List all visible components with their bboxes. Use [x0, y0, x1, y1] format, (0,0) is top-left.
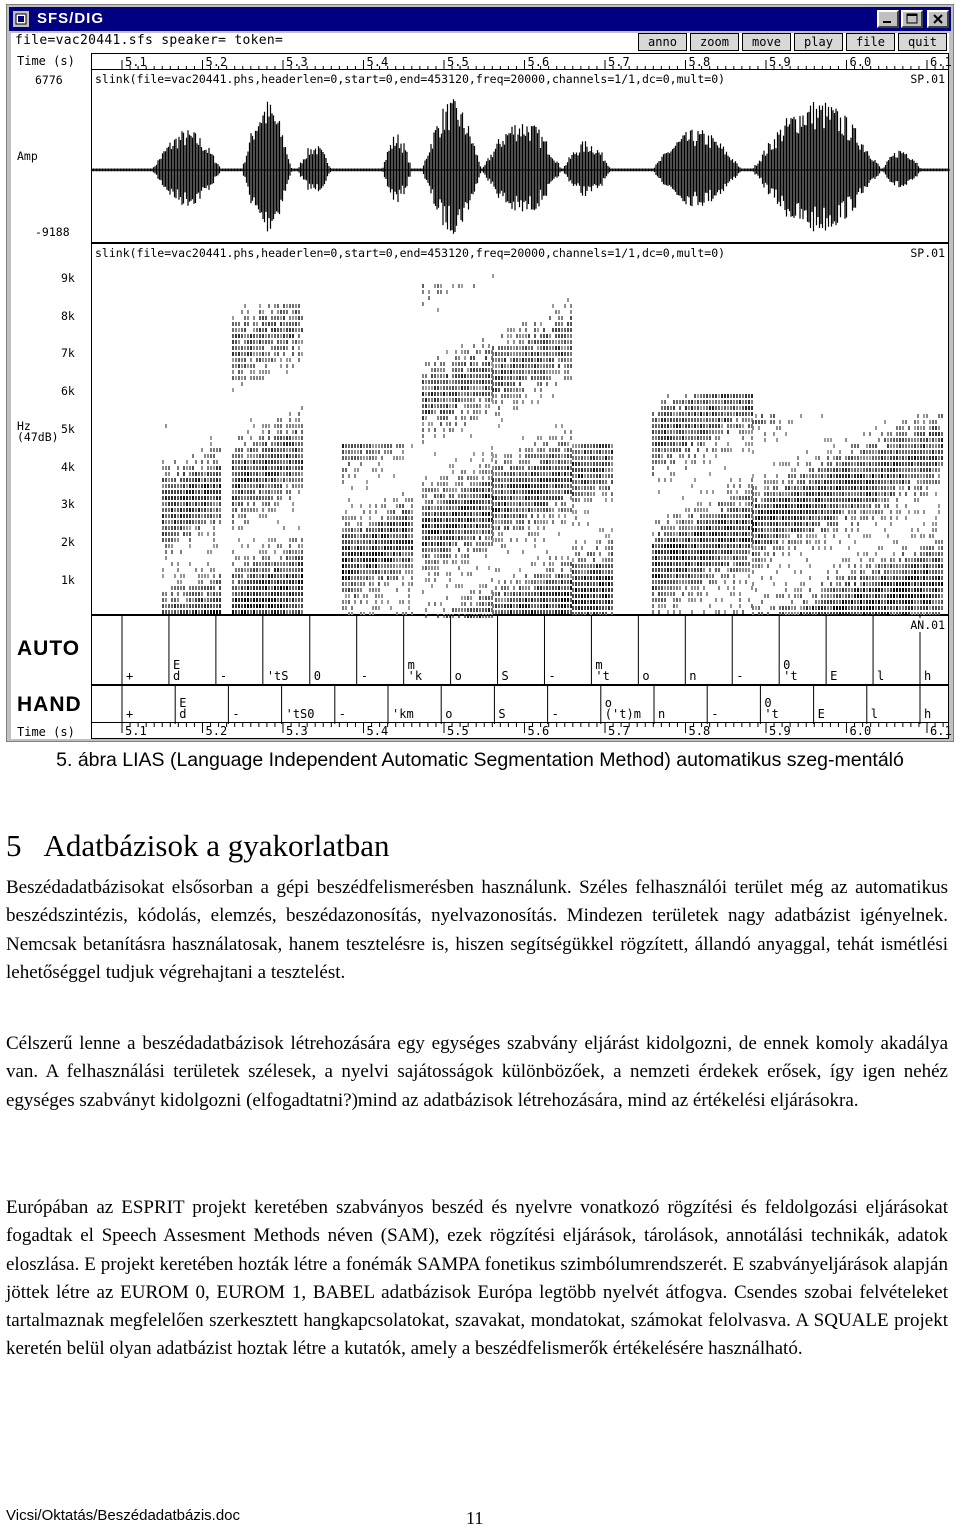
waveform-axis-label: Amp [17, 149, 38, 163]
segment-label: - [552, 707, 559, 721]
frequency-tick-label: 6k [61, 384, 75, 398]
waveform-tag: SP.01 [910, 72, 945, 86]
window-title: SFS/DIG [37, 10, 104, 27]
segment-label: + [126, 707, 133, 721]
segment-label: 0 [314, 669, 321, 683]
segment-label: n [658, 707, 665, 721]
segment-label: - [736, 669, 743, 683]
segment-label: n [689, 669, 696, 683]
time-tick-label: 6.0 [850, 55, 872, 69]
segment-label: m [595, 658, 602, 672]
menu-anno[interactable]: anno [638, 33, 687, 51]
app-icon [13, 11, 29, 27]
segment-label: d [179, 707, 186, 721]
segment-label: o [455, 669, 462, 683]
close-button[interactable] [927, 10, 949, 28]
frequency-tick-label: 7k [61, 346, 75, 360]
segment-label: 'km [392, 707, 414, 721]
segment-label: E [173, 658, 180, 672]
time-tick-label: 5.4 [367, 724, 389, 738]
figure-caption: 5. ábra LIAS (Language Independent Automatic Segmentation Method) automatikus szeg-mentáló [20, 745, 940, 775]
maximize-button[interactable] [901, 10, 923, 28]
time-tick-label: 5.3 [286, 724, 308, 738]
time-tick-label: 5.2 [206, 724, 228, 738]
frequency-tick-label: 9k [61, 271, 75, 285]
segment-label: - [711, 707, 718, 721]
section-number: 5 [6, 828, 22, 863]
time-axis-top [91, 53, 949, 69]
sfs-client-area [11, 33, 949, 739]
page-number: 11 [466, 1508, 483, 1529]
sfs-menu [638, 33, 947, 51]
menu-zoom[interactable]: zoom [690, 33, 739, 51]
time-axis-bottom [91, 723, 949, 739]
time-axis-label-bottom: Time (s) [17, 725, 75, 739]
auto-label: AUTO [17, 637, 80, 661]
segment-label: o [445, 707, 452, 721]
segment-label: o [642, 669, 649, 683]
segment-label: - [220, 669, 227, 683]
file-info: file=vac20441.sfs speaker= token= [15, 33, 283, 48]
segment-label: l [871, 707, 878, 721]
time-tick-label: 5.5 [447, 55, 469, 69]
segment-label: o [605, 696, 612, 710]
paragraph-2: Célszerű lenne a beszédadatbázisok létrehozására egy egységes szabvány eljárást kidolgozni, de ennek komoly akadálya van. A felhasználási területek szélesek, a nyelvi sajátosságok különbözőek, a nemzeti érdekek erősek, így igen nehéz egységes szabványt kidolgozni (elfogadtatni?)mind az adatbázisok létrehozására, mind az értékelési eljárásokra. [6, 1030, 948, 1115]
time-tick-label: 6.1 [930, 724, 952, 738]
segment-label: - [548, 669, 555, 683]
time-tick-label: 5.2 [206, 55, 228, 69]
segment-label: 'tS0 [286, 707, 315, 721]
time-tick-label: 5.4 [367, 55, 389, 69]
time-tick-label: 5.9 [769, 55, 791, 69]
segment-label: 'tS [267, 669, 289, 683]
title-bar[interactable] [9, 7, 951, 31]
time-tick-label: 6.1 [930, 55, 952, 69]
segment-label: ('t)m [605, 707, 641, 721]
frequency-tick-label: 8k [61, 309, 75, 323]
paragraph-3: Európában az ESPRIT projekt keretében szabványos beszéd és nyelvre vonatkozó rögzítési és feldolgozási eljárásokat fogadtak el Speech Assesment Methods néven (SAM), ezek rögzítési eljárások, tárolások, annotálási technikák, adatok eloszlása. E projekt keretében hozták létre a fonémák SAMPA fonetikus szimbólumrendszerét. E szabványeljárások alapján jöttek létre az EUROM 0, EUROM 1, BABEL adatbázisok Európa legtöbb nyelvét átfogva. Csendes szobai felvételeket tartalmaznak megfelelően szerkesztett hangkapcsolatokat, szavakat, mondatokat, számokat felolvasva. A SQUALE projekt keretén belül olyan adatbázist hoztak létre a kutatók, amely a beszédfelismerők értékelésére használható. [6, 1194, 948, 1364]
segment-label: E [830, 669, 837, 683]
minimize-button[interactable] [877, 10, 899, 28]
waveform-panel[interactable] [91, 69, 949, 243]
time-tick-label: 5.1 [125, 724, 147, 738]
section-heading [6, 828, 390, 864]
hand-label: HAND [17, 693, 82, 717]
time-tick-label: 5.7 [608, 724, 630, 738]
frequency-tick-label: 2k [61, 535, 75, 549]
auto-annotation-track[interactable] [91, 615, 949, 685]
maximize-icon [905, 13, 919, 25]
menu-play[interactable]: play [794, 33, 843, 51]
spectrogram-panel[interactable] [91, 243, 949, 615]
close-icon [931, 13, 945, 25]
time-tick-label: 5.1 [125, 55, 147, 69]
footer-filename: Vicsi/Oktatás/Beszédadatbázis.doc [6, 1507, 240, 1524]
segment-label: E [818, 707, 825, 721]
frequency-tick-label: 3k [61, 497, 75, 511]
segment-label: h [924, 707, 931, 721]
segment-label: l [877, 669, 884, 683]
menu-quit[interactable]: quit [898, 33, 947, 51]
auto-tag: AN.01 [910, 618, 945, 632]
waveform-max: 6776 [35, 73, 63, 87]
time-tick-label: 6.0 [850, 724, 872, 738]
paragraph-1: Beszédadatbázisokat elsősorban a gépi beszédfelismerésben használunk. Széles felhasználói terület még az automatikus beszédszintézis, kódolás, elemzés, beszédazonosítás, nyelvazonosítás. Mindezen területek nagy adatbázist igényelnek. Nemcsak betanításra használatosak, hanem tesztelésre is, hiszen segítségükkel rögzített, állandó anyaggal, tehát ismétlési lehetőséggel tudjuk végrehajtani a tesztelést. [6, 874, 948, 987]
time-tick-label: 5.6 [528, 724, 550, 738]
waveform-header: slink(file=vac20441.phs,headerlen=0,start=0,end=453120,freq=20000,channels=1/1,dc=0,mult=0) [95, 72, 725, 86]
segment-label: 'k [408, 669, 423, 683]
time-tick-label: 5.9 [769, 724, 791, 738]
segment-label: - [361, 669, 368, 683]
segment-label: d [173, 669, 180, 683]
waveform-min: -9188 [35, 225, 70, 239]
frequency-db: (47dB) [17, 430, 59, 444]
time-tick-label: 5.8 [689, 724, 711, 738]
sfs-window [6, 4, 954, 742]
segment-label: h [924, 669, 931, 683]
segment-label: 't [764, 707, 778, 721]
minimize-icon [881, 13, 895, 25]
menu-move[interactable]: move [742, 33, 791, 51]
time-tick-label: 5.8 [689, 55, 711, 69]
segment-label: 0 [783, 658, 790, 672]
frequency-unit: Hz [17, 419, 31, 433]
segment-label: E [179, 696, 186, 710]
segment-label: - [339, 707, 346, 721]
segment-label: S [498, 707, 505, 721]
time-tick-label: 5.3 [286, 55, 308, 69]
segment-label: - [232, 707, 239, 721]
spectrogram-header: slink(file=vac20441.phs,headerlen=0,start=0,end=453120,freq=20000,channels=1/1,dc=0,mult=0) [95, 246, 725, 260]
segment-label: S [502, 669, 509, 683]
hand-annotation-track[interactable] [91, 685, 949, 723]
frequency-tick-label: 4k [61, 460, 75, 474]
menu-file[interactable]: file [846, 33, 895, 51]
frequency-tick-label: 1k [61, 573, 75, 587]
time-tick-label: 5.6 [528, 55, 550, 69]
segment-label: 't [595, 669, 609, 683]
segment-label: 't [783, 669, 797, 683]
frequency-tick-label: 5k [61, 422, 75, 436]
section-title: Adatbázisok a gyakorlatban [44, 828, 390, 863]
segment-label: 0 [764, 696, 771, 710]
segment-label: + [126, 669, 133, 683]
time-axis-label-top: Time (s) [17, 54, 75, 68]
time-tick-label: 5.7 [608, 55, 630, 69]
time-tick-label: 5.5 [447, 724, 469, 738]
segment-label: m [408, 658, 415, 672]
spectrogram-tag: SP.01 [910, 246, 945, 260]
